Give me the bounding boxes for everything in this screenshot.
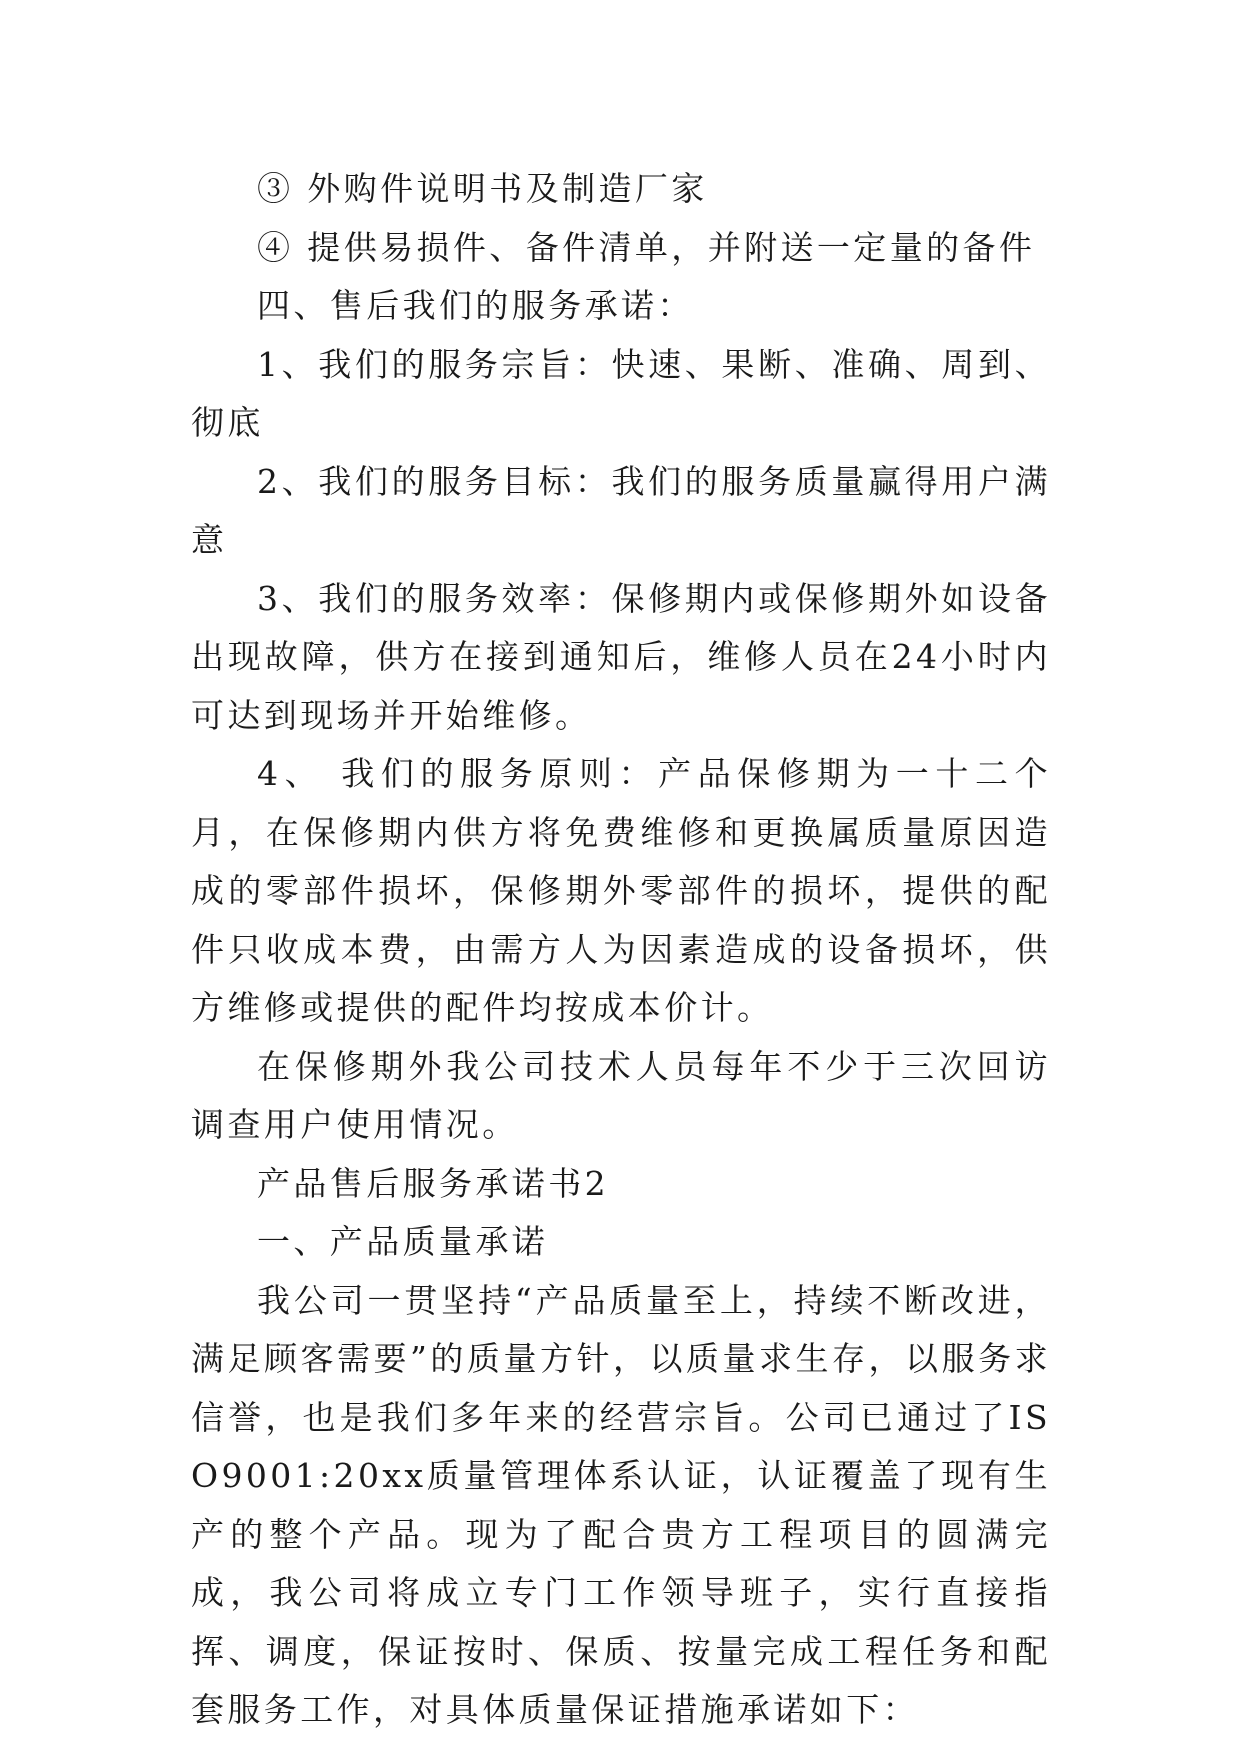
paragraph-service-efficiency: 3、我们的服务效率：保修期内或保修期外如设备出现故障，供方在接到通知后，维修人员在24小时内可达到现场并开始维修。 — [191, 578, 1051, 735]
paragraph-return-visit: 在保修期外我公司技术人员每年不少于三次回访调查用户使用情况。 — [191, 1046, 1051, 1144]
section-heading-after-sales: 四、售后我们的服务承诺： — [257, 286, 694, 325]
paragraph-service-principle: 4、 我们的服务原则：产品保修期为一十二个月，在保修期内供方将免费维修和更换属质量原因造成的零部件损坏，保修期外零部件的损坏，提供的配件只收成本费，由需方人为因素造成的设备损坏，供方维修或提供的配件均按成本价计。 — [191, 754, 1051, 1027]
document-subtitle: 产品售后服务承诺书2 — [257, 1163, 609, 1203]
paragraph-manual-manufacturer: ③ 外购件说明书及制造厂家 — [257, 169, 708, 208]
section-heading-quality: 一、产品质量承诺 — [257, 1222, 549, 1261]
paragraph-spare-parts-list: ④ 提供易损件、备件清单，并附送一定量的备件 — [257, 227, 1036, 267]
paragraph-quality-policy: 我公司一贯坚持“产品质量至上，持续不断改进，满足顾客需要”的质量方针，以质量求生存，以服务求信誉，也是我们多年来的经营宗旨。公司已通过了ISO9001:20xx质量管理体系认证，认证覆盖了现有生产的整个产品。现为了配合贵方工程项目的圆满完成，我公司将成立专门工作领导班子，实行直接指挥、调度，保证按时、保质、按量完成工程任务和配套服务工作，对具体质量保证措施承诺如下： — [191, 1280, 1051, 1729]
document-body — [191, 160, 1051, 1740]
paragraph-service-goal: 2、我们的服务目标：我们的服务质量赢得用户满意 — [191, 461, 1051, 559]
paragraph-service-purpose: 1、我们的服务宗旨：快速、果断、准确、周到、彻底 — [191, 344, 1051, 442]
